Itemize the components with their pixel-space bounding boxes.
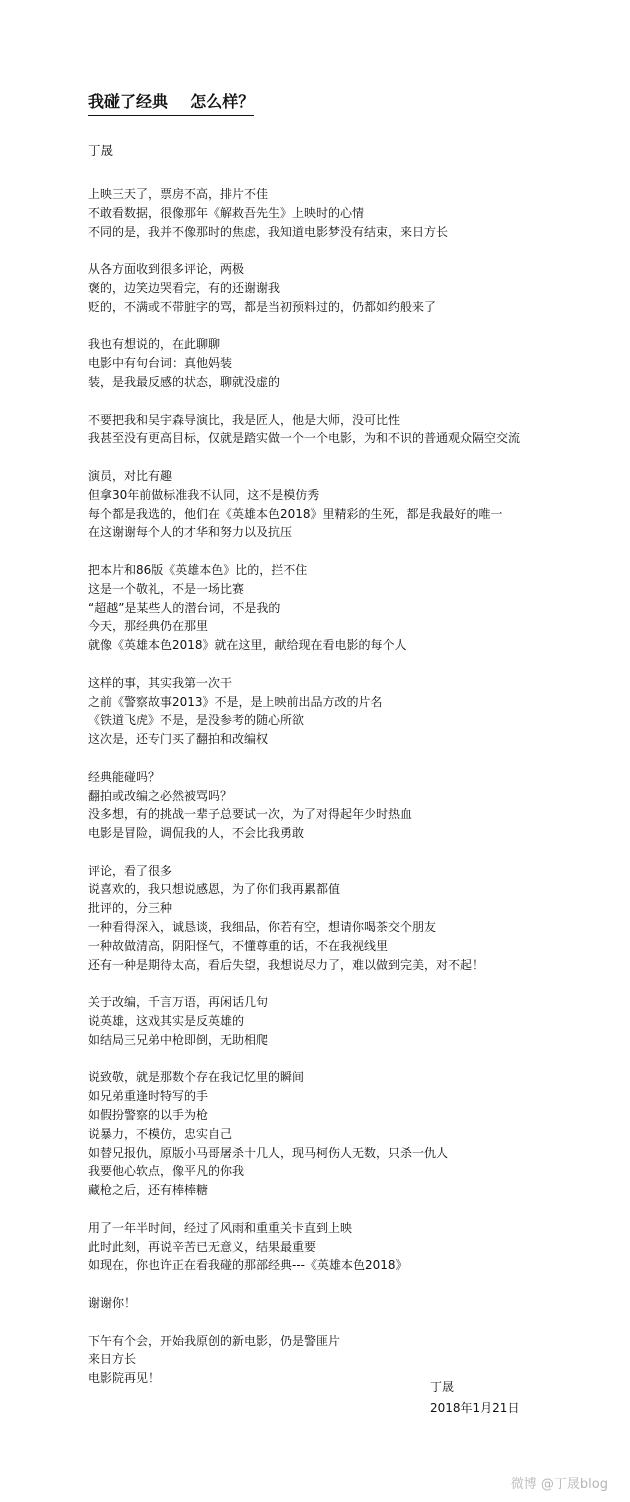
text-line: 还有一种是期待太高，看后失望，我想说尽力了，难以做到完美，对不起！ xyxy=(88,957,485,972)
text-line: 不同的是，我并不像那时的焦虑，我知道电影梦没有结束，来日方长 xyxy=(88,224,449,239)
text-line: 《铁道飞虎》不是，是没参考的随心所欲 xyxy=(88,713,305,728)
weibo-watermark: 微博 @丁晟blog xyxy=(510,1477,608,1492)
text-line: 说英雄，这戏其实是反英雄的 xyxy=(88,1014,245,1029)
text-line: 褒的，边笑边哭看完，有的还谢谢我 xyxy=(88,280,281,295)
paragraph xyxy=(88,1068,608,1200)
paragraph xyxy=(88,335,608,391)
text-line: “超越”是某些人的潜台词，不是我的 xyxy=(88,600,281,615)
text-line: 说致敬，就是那数个存在我记忆里的瞬间 xyxy=(88,1070,305,1085)
text-line: 来日方长 xyxy=(88,1352,137,1367)
text-line: 之前《警察故事2013》不是，是上映前出品方改的片名 xyxy=(88,694,383,709)
text-line: 如现在，你也许正在看我碰的那部经典---《英雄本色2018》 xyxy=(88,1258,408,1273)
paragraph xyxy=(88,768,608,843)
signature-date: 2018年1月21日 xyxy=(430,1401,520,1415)
paragraph xyxy=(88,260,608,316)
text-line: 关于改编，千言万语，再闲话几句 xyxy=(88,995,269,1010)
paragraph xyxy=(88,561,608,655)
text-line: 装，是我最反感的状态，聊就没虚的 xyxy=(88,374,281,389)
text-line: 但拿30年前做标准我不认同，这不是模仿秀 xyxy=(88,487,320,502)
text-line: 如结局三兄弟中枪即倒，无助相爬 xyxy=(88,1032,269,1047)
text-line: 在这谢谢每个人的才华和努力以及抗压 xyxy=(88,525,293,540)
text-line: 演员，对比有趣 xyxy=(88,468,173,483)
signature-name: 丁晟 xyxy=(430,1380,455,1394)
text-line: 藏枪之后，还有棒棒糖 xyxy=(88,1183,209,1198)
text-line: 一种故做清高，阴阳怪气，不懂尊重的话，不在我视线里 xyxy=(88,938,389,953)
signature-block xyxy=(430,1377,519,1419)
text-line: 贬的，不满或不带脏字的骂，都是当初预料过的，仍都如约般来了 xyxy=(88,299,437,314)
text-line: 把本片和86版《英雄本色》比的，拦不住 xyxy=(88,562,308,577)
text-line: 我甚至没有更高目标，仅就是踏实做一个一个电影，为和不识的普通观众隔空交流 xyxy=(88,431,521,446)
paragraph xyxy=(88,862,608,975)
text-line: 评论，看了很多 xyxy=(88,863,173,878)
text-line: 不敢看数据，很像那年《解救吾先生》上映时的心情 xyxy=(88,205,365,220)
text-line: 批评的，分三种 xyxy=(88,901,173,916)
text-line: 下午有个会，开始我原创的新电影，仍是警匪片 xyxy=(88,1333,341,1348)
text-line: 这是一个敬礼，不是一场比赛 xyxy=(88,581,245,596)
text-line: 没多想，有的挑战一辈子总要试一次，为了对得起年少时热血 xyxy=(88,807,413,822)
text-line: 此时此刻，再说辛苦已无意义，结果最重要 xyxy=(88,1239,317,1254)
text-line: 谢谢你！ xyxy=(88,1296,137,1311)
text-line: 这样的事，其实我第一次干 xyxy=(88,675,233,690)
text-line: 用了一年半时间，经过了风雨和重重关卡直到上映 xyxy=(88,1220,353,1235)
text-line: 今天，那经典仍在那里 xyxy=(88,619,209,634)
text-line: 电影院再见！ xyxy=(88,1371,161,1386)
text-line: 这次是，还专门买了翻拍和改编权 xyxy=(88,732,269,747)
paragraph xyxy=(88,1332,608,1388)
text-line: 就像《英雄本色2018》就在这里，献给现在看电影的每个人 xyxy=(88,638,407,653)
text-line: 经典能碰吗？ xyxy=(88,769,161,784)
author-name: 丁晟 xyxy=(88,143,114,158)
text-line: 如兄弟重逢时特写的手 xyxy=(88,1089,209,1104)
paragraph xyxy=(88,467,608,542)
text-line: 电影中有句台词：真他妈装 xyxy=(88,356,233,371)
text-line: 如替兄报仇，原版小马哥屠杀十几人，现马柯伤人无数，只杀一仇人 xyxy=(88,1145,449,1160)
paragraph xyxy=(88,674,608,749)
text-line: 说暴力，不模仿，忠实自己 xyxy=(88,1126,233,1141)
letter-title: 我碰了经典 怎么样？ xyxy=(88,92,254,116)
text-line: 上映三天了，票房不高，排片不佳 xyxy=(88,187,269,201)
paragraph xyxy=(88,411,608,449)
text-line: 电影是冒险，调侃我的人，不会比我勇敢 xyxy=(88,826,305,841)
paragraph xyxy=(88,1219,608,1275)
text-line: 从各方面收到很多评论，两极 xyxy=(88,262,245,277)
paragraph xyxy=(88,185,608,241)
paragraph xyxy=(88,1294,608,1313)
text-line: 说喜欢的，我只想说感恩，为了你们我再累都值 xyxy=(88,882,341,897)
text-line: 我也有想说的，在此聊聊 xyxy=(88,337,221,352)
text-line: 如假扮警察的以手为枪 xyxy=(88,1108,209,1123)
letter-body xyxy=(88,185,608,1407)
text-line: 不要把我和吴宇森导演比，我是匠人，他是大师，没可比性 xyxy=(88,412,401,427)
text-line: 每个都是我选的，他们在《英雄本色2018》里精彩的生死，都是我最好的唯一 xyxy=(88,506,503,521)
text-line: 我要他心软点，像平凡的你我 xyxy=(88,1164,245,1179)
text-line: 翻拍或改编之必然被骂吗？ xyxy=(88,788,233,803)
text-line: 一种看得深入，诚恳谈，我细品，你若有空，想请你喝茶交个朋友 xyxy=(88,920,437,935)
paragraph xyxy=(88,993,608,1049)
